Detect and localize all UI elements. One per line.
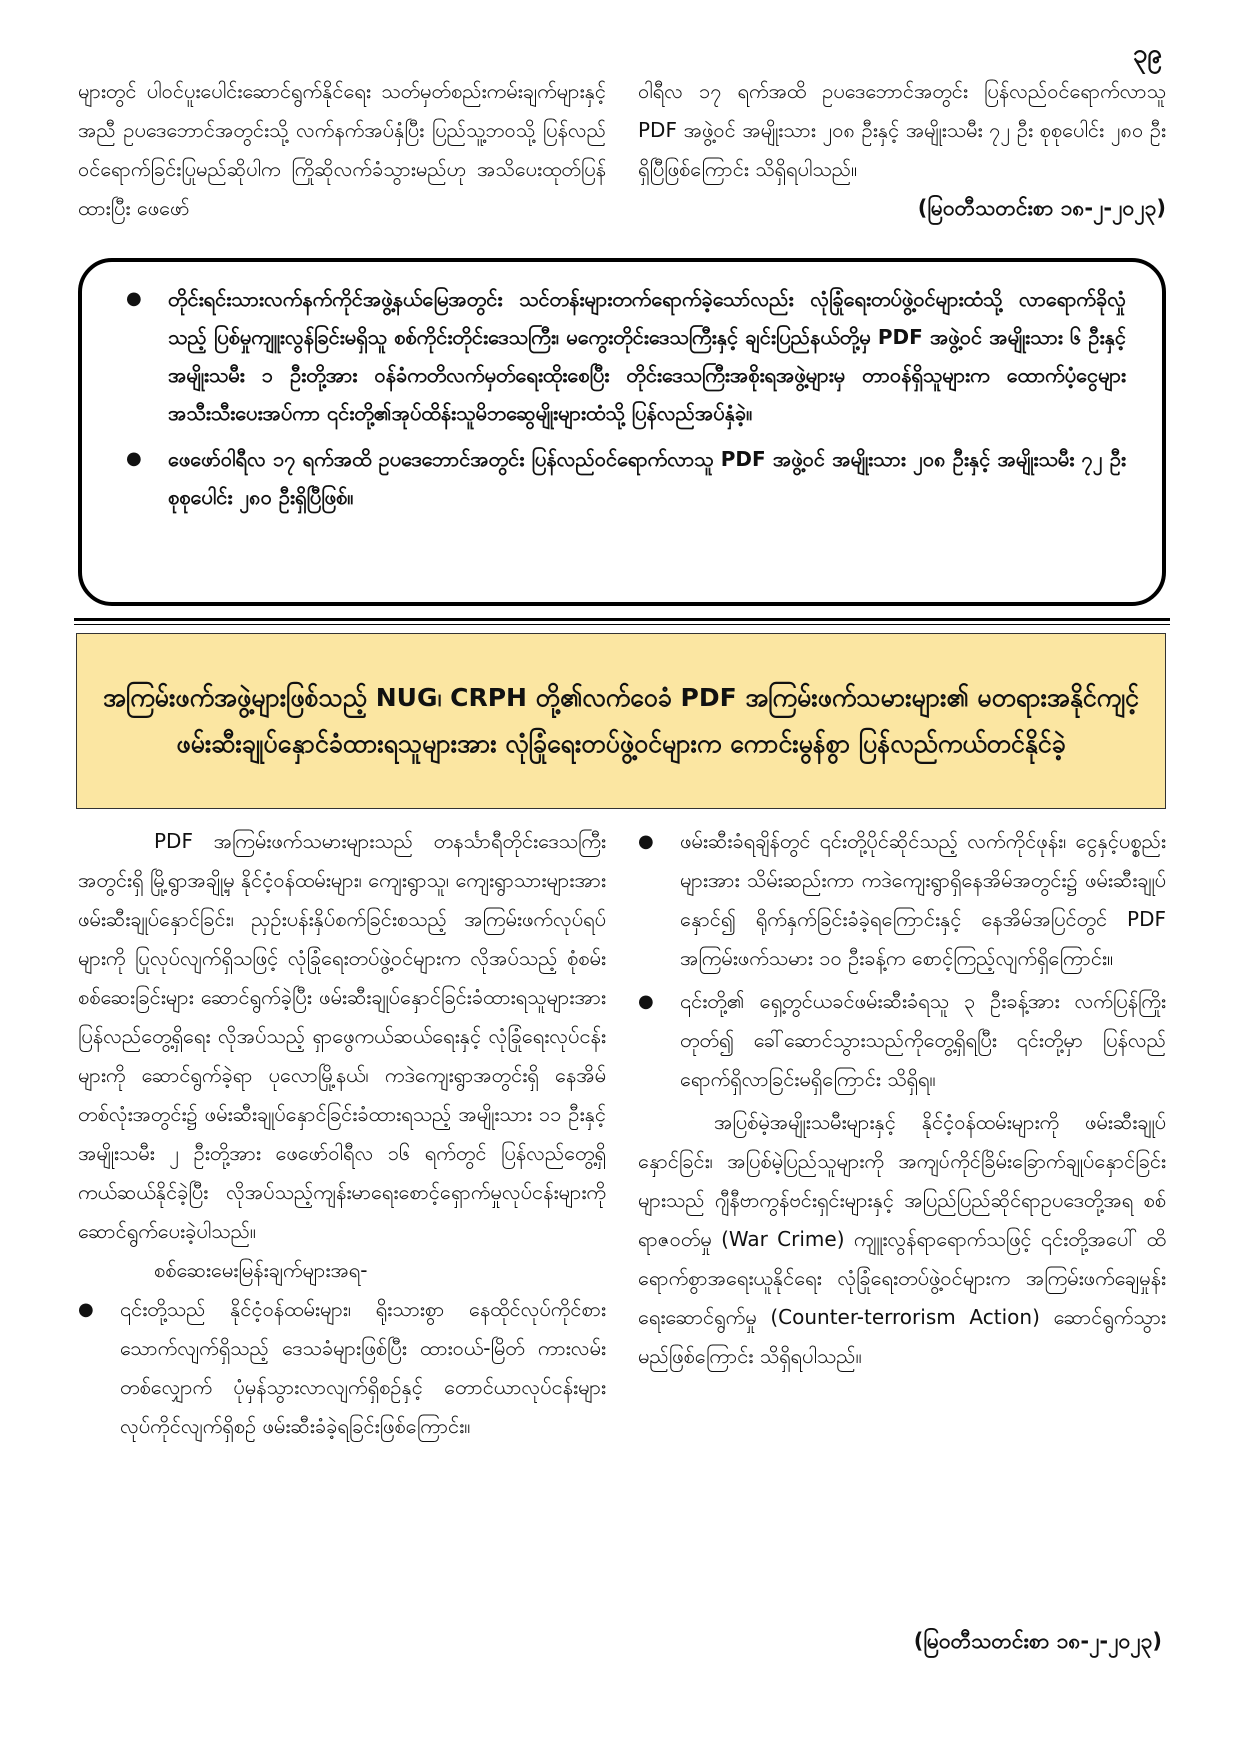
article-headline-box: [76, 633, 1166, 809]
findings-list-continued: [638, 822, 1166, 1099]
article-headline: အကြမ်းဖက်အဖွဲ့များဖြစ်သည့် NUG၊ CRPH တို့၏လက်ဝေခံ PDF အကြမ်းဖက်သမားများ၏ မတရားအနိုင်ကျင့်ဖမ်းဆီးချုပ်နှောင်ခံထားရသူများအား လုံခြုံရေးတပ်ဖွဲ့ဝင်များက ကောင်းမွန်စွာ ပြန်လည်ကယ်တင်နိုင်ခဲ့: [103, 683, 1139, 758]
article-body: [78, 822, 1166, 1450]
top-right-column: [638, 72, 1166, 228]
body-paragraph: PDF အကြမ်းဖက်သမားများသည် တနင်္သာရီတိုင်းဒေသကြီးအတွင်းရှိ မြို့ရွာအချို့မှ နိုင်ငံ့ဝန်ထမ်းများ၊ ကျေးရွာသူ၊ ကျေးရွာသားများအား ဖမ်းဆီးချုပ်နှောင်ခြင်း၊ ညှဉ်းပန်းနှိပ်စက်ခြင်းစသည့် အကြမ်းဖက်လုပ်ရပ်များကို ပြုလုပ်လျက်ရှိသဖြင့် လုံခြုံရေးတပ်ဖွဲ့ဝင်များက လိုအပ်သည့် စုံစမ်းစစ်ဆေးခြင်းများ ဆောင်ရွက်ခဲ့ပြီး ဖမ်းဆီးချုပ်နှောင်ခြင်းခံထားရသူများအား ပြန်လည်တွေ့ရှိရေး လိုအပ်သည့် ရှာဖွေကယ်ဆယ်ရေးနှင့် လုံခြုံရေးလုပ်ငန်းများကို ဆောင်ရွက်ခဲ့ရာ ပုလောမြို့နယ်၊ ကဒဲကျေးရွာအတွင်းရှိ နေအိမ်တစ်လုံးအတွင်း၌ ဖမ်းဆီးချုပ်နှောင်ခြင်းခံထားရသည့် အမျိုးသား ၁၁ ဦးနှင့် အမျိုးသမီး ၂ ဦးတို့အား ဖေဖော်ဝါရီလ ၁၆ ရက်တွင် ပြန်လည်တွေ့ရှိ ကယ်ဆယ်နိုင်ခဲ့ပြီး လိုအပ်သည့်ကျန်းမာရေးစောင့်ရှောက်မှုလုပ်ငန်းများကို ဆောင်ရွက်ပေးခဲ့ပါသည်။: [78, 829, 607, 1243]
page-number: ၃၉: [1132, 39, 1162, 69]
bottom-source-citation: (မြဝတီသတင်းစာ ၁၈-၂-၂၀၂၃): [913, 1629, 1162, 1653]
finding-bullet: ● ဖမ်းဆီးခံရချိန်တွင် ၎င်းတို့ပိုင်ဆိုင်သည့် လက်ကိုင်ဖုန်း၊ ငွေနှင့်ပစ္စည်းများအား သိမ်းဆည်းကာ ကဒဲကျေးရွာရှိနေအိမ်အတွင်း၌ ဖမ်းဆီးချုပ်နှောင်၍ ရိုက်နှက်ခြင်းခံခဲ့ရကြောင်းနှင့် နေအိမ်အပြင်တွင် PDF အကြမ်းဖက်သမား ၁၀ ဦးခန့်က စောင့်ကြည့်လျက်ရှိကြောင်း။: [680, 822, 1166, 978]
top-right-paragraph: ဝါရီလ ၁၇ ရက်အထိ ဥပဒေဘောင်အတွင်း ပြန်လည်ဝင်ရောက်လာသူ PDF အဖွဲ့ဝင် အမျိုးသား ၂၀၈ ဦးနှင့် အမျိုးသမီး ၇၂ ဦး စုစုပေါင်း ၂၈၀ ဦးရှိပြီဖြစ်ကြောင်း သိရှိရပါသည်။: [638, 79, 1166, 181]
finding-bullet: ● ၎င်းတို့၏ ရှေ့တွင်ယခင်ဖမ်းဆီးခံရသူ ၃ ဦးခန့်အား လက်ပြန်ကြိုးတုတ်၍ ခေါ်ဆောင်သွားသည်ကိုတွေ့ရှိရပြီး ၎င်းတို့မှာ ပြန်လည်ရောက်ရှိလာခြင်းမရှိကြောင်း သိရှိရ။: [680, 982, 1166, 1099]
body-paragraph: အပြစ်မဲ့အမျိုးသမီးများနှင့် နိုင်ငံ့ဝန်ထမ်းများကို ဖမ်းဆီးချုပ်နှောင်ခြင်း၊ အပြစ်မဲ့ပြည်သူများကို အကျပ်ကိုင်ခြိမ်းခြောက်ချုပ်နှောင်ခြင်းများသည် ဂျီနီဗာကွန်ဗင်းရှင်းများနှင့် အပြည်ပြည်ဆိုင်ရာဥပဒေတို့အရ စစ်ရာဇဝတ်မှု (War Crime) ကျူးလွန်ရာရောက်သဖြင့် ၎င်းတို့အပေါ် ထိရောက်စွာအရေးယူနိုင်ရေး လုံခြုံရေးတပ်ဖွဲ့ဝင်များက အကြမ်းဖက်ချေမှုန်းရေးဆောင်ရွက်မှု (Counter-terrorism Action) ဆောင်ရွက်သွားမည်ဖြစ်ကြောင်း သိရှိရပါသည်။: [638, 1110, 1166, 1368]
top-source-citation: (မြဝတီသတင်းစာ ၁၈-၂-၂၀၂၃): [917, 196, 1166, 220]
top-article-continuation: [78, 72, 1166, 228]
bottom-left-column: [78, 822, 606, 1450]
bottom-right-column: [638, 822, 1166, 1450]
summary-list: [118, 280, 1126, 516]
top-left-paragraph: များတွင် ပါဝင်ပူးပေါင်းဆောင်ရွက်နိုင်ရေး သတ်မှတ်စည်းကမ်းချက်များနှင့်အညီ ဥပဒေဘောင်အတွင်းသို့ လက်နက်အပ်နှံပြီး ပြည်သူ့ဘဝသို့ ပြန်လည်ဝင်ရောက်ခြင်းပြုမည်ဆိုပါက ကြိုဆိုလက်ခံသွားမည်ဟု အသိပေးထုတ်ပြန်ထားပြီး ဖေဖော်: [78, 79, 606, 220]
summary-bullet: ● ဖေဖော်ဝါရီလ ၁၇ ရက်အထိ ဥပဒေဘောင်အတွင်း ပြန်လည်ဝင်ရောက်လာသူ PDF အဖွဲ့ဝင် အမျိုးသား ၂၀၈ ဦးနှင့် အမျိုးသမီး ၇၂ ဦး စုစုပေါင်း ၂၈၀ ဦးရှိပြီဖြစ်။: [168, 440, 1126, 516]
top-left-column: [78, 72, 606, 228]
finding-bullet: ● ၎င်းတို့သည် နိုင်ငံ့ဝန်ထမ်းများ၊ ရိုးသားစွာ နေထိုင်လုပ်ကိုင်စားသောက်လျက်ရှိသည့် ဒေသခံများဖြစ်ပြီး ထားဝယ်-မြိတ် ကားလမ်းတစ်လျှောက် ပုံမှန်သွားလာလျက်ရှိစဉ်နှင့် တောင်ယာလုပ်ငန်းများ လုပ်ကိုင်လျက်ရှိစဉ် ဖမ်းဆီးခံခဲ့ရခြင်းဖြစ်ကြောင်း။: [120, 1290, 606, 1446]
body-paragraph: စစ်ဆေးမေးမြန်းချက်များအရ-: [154, 1258, 368, 1282]
section-divider: [74, 618, 1170, 625]
summary-box: [78, 258, 1166, 606]
findings-list: [78, 1290, 606, 1446]
summary-bullet: ● တိုင်းရင်းသားလက်နက်ကိုင်အဖွဲ့နယ်မြေအတွင်း သင်တန်းများတက်ရောက်ခဲ့သော်လည်း လုံခြုံရေးတပ်ဖွဲ့ဝင်များထံသို့ လာရောက်ခိုလှုံသည့် ပြစ်မှုကျူးလွန်ခြင်းမရှိသူ စစ်ကိုင်းတိုင်းဒေသကြီး၊ မကွေးတိုင်းဒေသကြီးနှင့် ချင်းပြည်နယ်တို့မှ PDF အဖွဲ့ဝင် အမျိုးသား ၆ ဦးနှင့် အမျိုးသမီး ၁ ဦးတို့အား ဝန်ခံကတိလက်မှတ်ရေးထိုးစေပြီး တိုင်းဒေသကြီးအစိုးရအဖွဲ့များမှ တာဝန်ရှိသူများက ထောက်ပံ့ငွေများ အသီးသီးပေးအပ်ကာ ၎င်းတို့၏အုပ်ထိန်းသူမိဘဆွေမျိုးများထံသို့ ပြန်လည်အပ်နှံခဲ့။: [168, 280, 1126, 432]
